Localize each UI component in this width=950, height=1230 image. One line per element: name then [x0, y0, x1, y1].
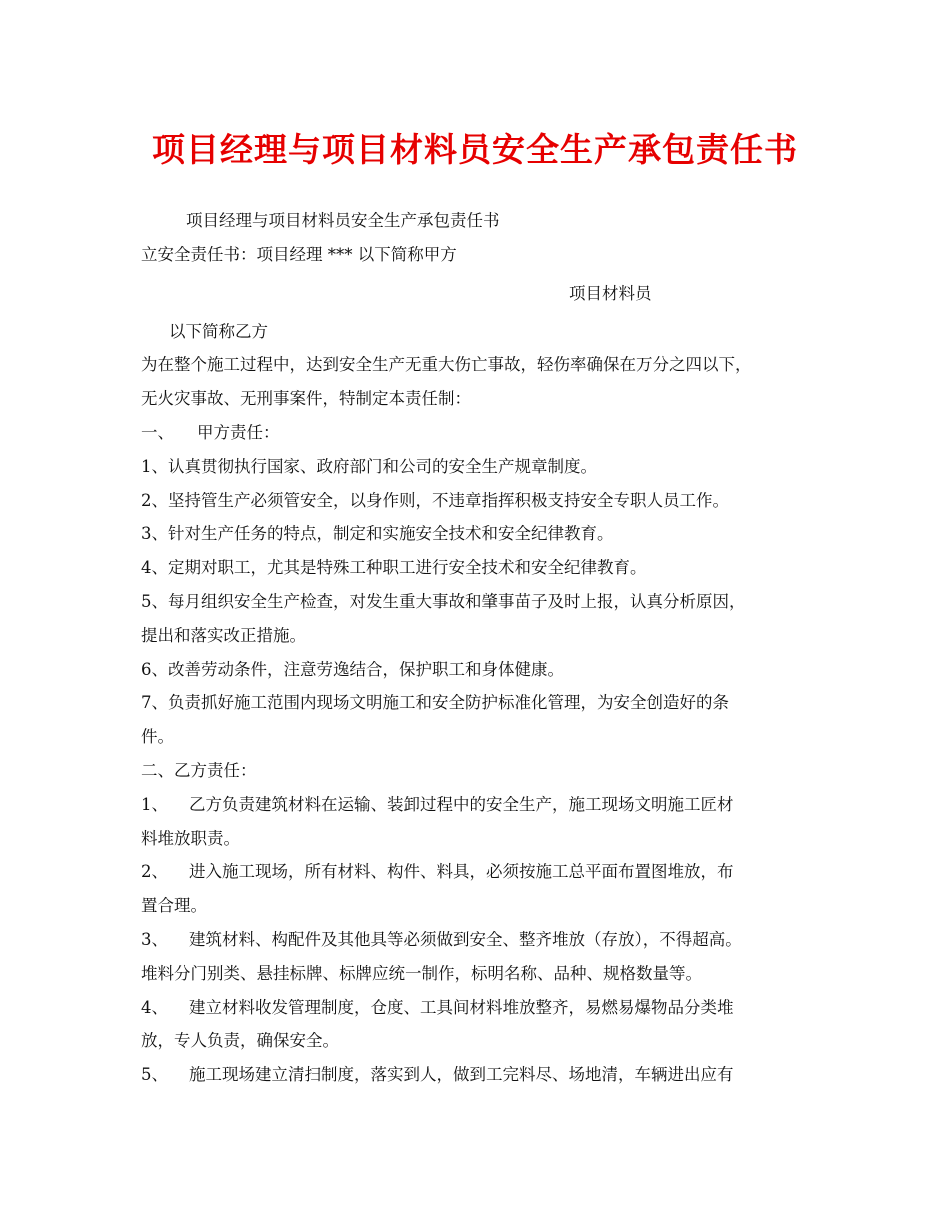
list-item: 7、负责抓好施工范围内现场文明施工和安全防护标准化管理，为安全创造好的条	[141, 693, 729, 713]
item-number: 2、	[141, 862, 168, 882]
parties-line: 立安全责任书：项目经理 *** 以下简称甲方	[141, 244, 457, 264]
list-item-continuation: 堆料分门别类、悬挂标牌、标牌应统一制作，标明名称、品种、规格数量等。	[141, 963, 702, 983]
list-item-continuation: 料堆放职责。	[141, 828, 240, 848]
list-item: 1、认真贯彻执行国家、政府部门和公司的安全生产规章制度。	[141, 456, 597, 476]
item-number: 5、	[141, 1065, 168, 1085]
party-b-role: 项目材料员	[569, 283, 652, 303]
section-heading: 二、乙方责任：	[141, 760, 257, 780]
document-body	[141, 204, 821, 1092]
item-text: 乙方负责建筑材料在运输、装卸过程中的安全生产，施工现场文明施工匠材	[189, 794, 734, 814]
item-text: 建筑材料、构配件及其他具等必须做到安全、整齐堆放（存放），不得超高。	[189, 929, 742, 949]
list-item-continuation: 件。	[141, 727, 174, 747]
intro-paragraph-line: 无火灾事故、无刑事案件，特制定本责任制：	[141, 389, 471, 409]
list-item	[141, 788, 821, 822]
intro-paragraph-line: 为在整个施工过程中，达到安全生产无重大伤亡事故，轻伤率确保在万分之四以下，	[141, 355, 752, 375]
list-item	[141, 855, 821, 889]
item-number: 3、	[141, 929, 168, 949]
item-number: 4、	[141, 997, 168, 1017]
list-item: 4、定期对职工，尤其是特殊工种职工进行安全技术和安全纪律教育。	[141, 558, 647, 578]
section-heading	[141, 416, 821, 450]
list-item	[141, 923, 821, 957]
item-text: 建立材料收发管理制度，仓度、工具间材料堆放整齐，易燃易爆物品分类堆	[189, 997, 734, 1017]
list-item	[141, 1058, 821, 1092]
section-heading-text: 甲方责任：	[197, 422, 280, 442]
item-number: 1、	[141, 794, 168, 814]
party-b-note: 以下简称乙方	[169, 321, 268, 341]
list-item: 2、坚持管生产必须管安全，以身作则，不违章指挥积极支持安全专职人员工作。	[141, 490, 729, 510]
item-text: 进入施工现场，所有材料、构件、料具，必须按施工总平面布置图堆放，布	[189, 862, 734, 882]
document-subtitle: 项目经理与项目材料员安全生产承包责任书	[186, 211, 500, 230]
list-item: 5、每月组织安全生产检查，对发生重大事故和肇事苗子及时上报，认真分析原因，	[141, 591, 746, 611]
list-item	[141, 991, 821, 1025]
document-title: 项目经理与项目材料员安全生产承包责任书	[152, 130, 798, 169]
list-item-continuation: 置合理。	[141, 896, 207, 916]
section-number: 一、	[141, 422, 174, 442]
list-item-continuation: 放，专人负责，确保安全。	[141, 1031, 339, 1051]
list-item-continuation: 提出和落实改正措施。	[141, 625, 306, 645]
list-item: 6、改善劳动条件，注意劳逸结合，保护职工和身体健康。	[141, 659, 564, 679]
list-item: 3、针对生产任务的特点，制定和实施安全技术和安全纪律教育。	[141, 524, 614, 544]
item-text: 施工现场建立清扫制度，落实到人，做到工完料尽、场地清，车辆进出应有	[189, 1065, 734, 1085]
